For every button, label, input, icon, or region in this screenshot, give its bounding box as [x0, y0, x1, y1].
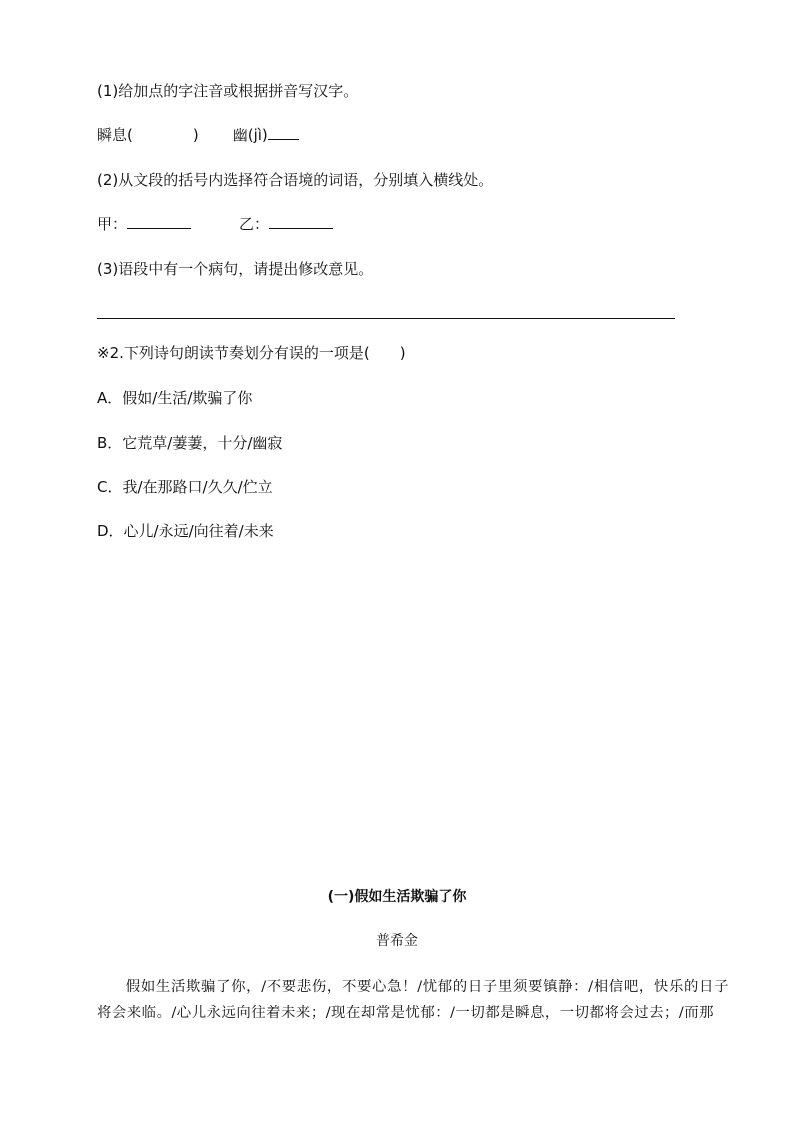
- q1-word1-label: 瞬息(: [97, 126, 133, 144]
- poem-body: 假如生活欺骗了你，/不要悲伤，不要心急！/忧郁的日子里须要镇静：/相信吧，快乐的日子将会来临。/心儿永远向往着未来；/现在却常是忧郁：/一切都是瞬息，一切都将会过去；/而那: [97, 979, 729, 1021]
- q2-yi-blank[interactable]: [269, 214, 333, 229]
- question-q1-prompt: (1)给加点的字注音或根据拼音写汉字。: [97, 82, 359, 100]
- mc-option-c: C．我/在那路口/久久/伫立: [97, 478, 273, 496]
- q1-word2-label: 幽(jì): [232, 126, 268, 144]
- q1-word2-blank[interactable]: [268, 125, 299, 140]
- q1-word1-close: ): [192, 126, 199, 144]
- question-q3-prompt: (3)语段中有一个病句，请提出修改意见。: [97, 260, 374, 278]
- q2-yi-label: 乙：: [239, 215, 270, 233]
- mc-question-prompt: ※2.下列诗句朗读节奏划分有误的一项是( ): [97, 344, 406, 362]
- mc-option-d: D．心儿/永远/向往着/未来: [97, 522, 274, 540]
- poem-title: (一)假如生活欺骗了你: [327, 889, 467, 905]
- q2-jia-label: 甲：: [97, 215, 128, 233]
- question-q2-blanks: [97, 214, 333, 234]
- poem-author: 普希金: [376, 933, 418, 949]
- question-q2-prompt: (2)从文段的括号内选择符合语境的词语，分别填入横线处。: [97, 171, 494, 189]
- question-q1-items: [97, 125, 299, 145]
- q3-answer-line[interactable]: [97, 318, 675, 319]
- mc-option-b: B．它荒草/萋萋，十分/幽寂: [97, 434, 283, 452]
- mc-option-a: A．假如/生活/欺骗了你: [97, 389, 253, 407]
- q2-jia-blank[interactable]: [127, 214, 191, 229]
